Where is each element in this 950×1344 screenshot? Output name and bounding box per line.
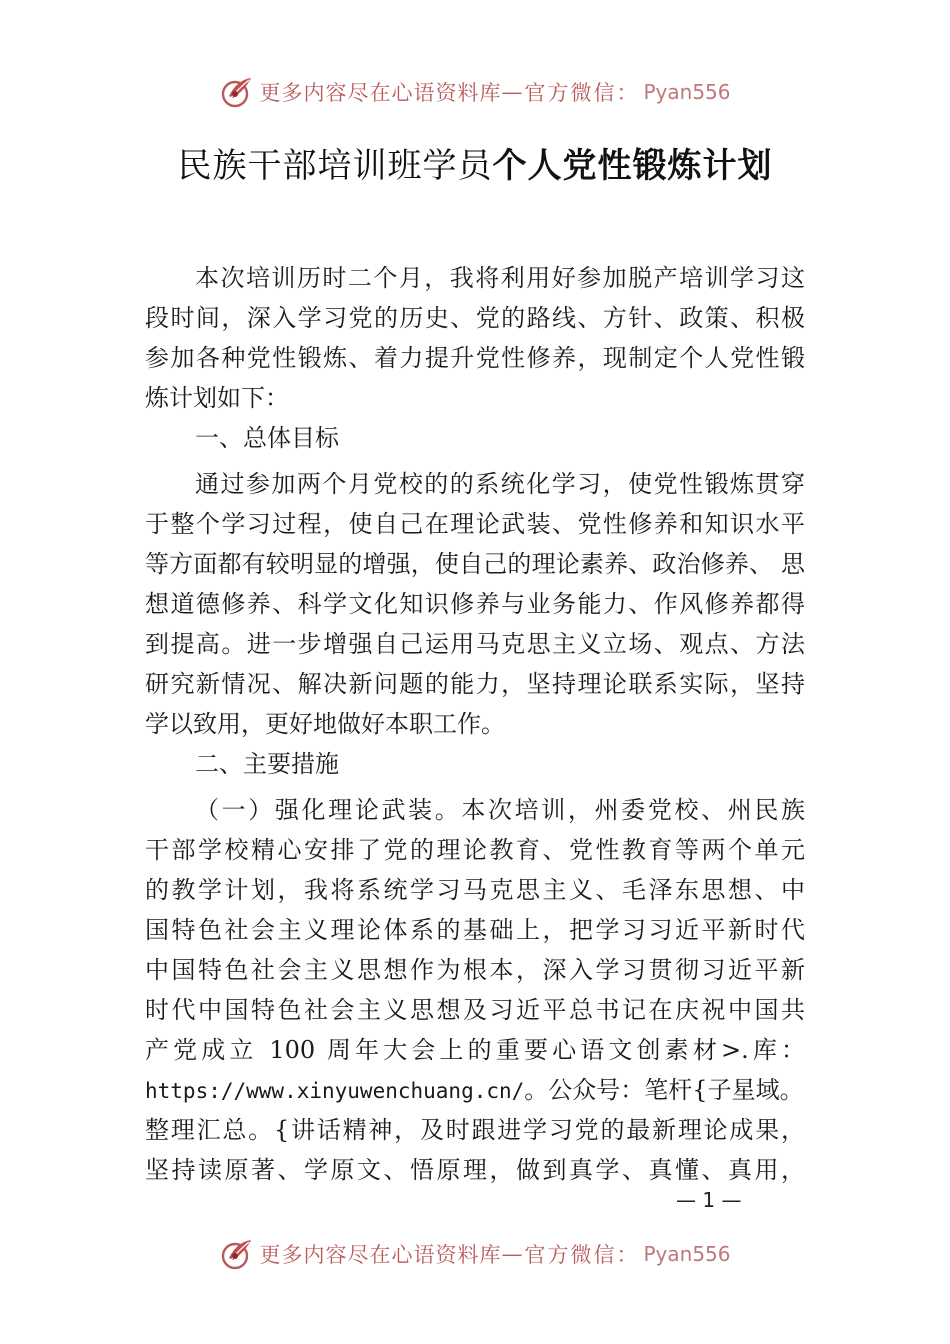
leaf-logo-icon [219,1236,255,1272]
goal-line: 想道德修养、科学文化知识修养与业务能力、作风修养都得 [145,590,805,618]
goal-line: 学以致用，更好地做好本职工作。 [145,710,505,738]
page-number: — 1 — [676,1188,742,1212]
measures-line: 整理汇总。{讲话精神，及时跟进学习党的最新理论成果， [145,1116,805,1144]
goal-line: 于整个学习过程，使自己在理论武装、党性修养和知识水平 [145,510,805,538]
measures-line: 产党成立 100 周年大会上的重要心语文创素材>.库： [145,1036,805,1064]
banner-text: 更多内容尽在心语资料库 [259,1243,502,1267]
intro-line: 本次培训历时二个月，我将利用好参加脱产培训学习这 [195,264,805,292]
measures-line: 的教学计划，我将系统学习马克思主义、毛泽东思想、中 [145,876,805,904]
measures-line: 中国特色社会主义思想作为根本，深入学习贯彻习近平新 [145,956,805,984]
document-title [0,138,950,187]
intro-line: 参加各种党性锻炼、着力提升党性修养，现制定个人党性锻 [145,344,805,372]
measures-line: 干部学校精心安排了党的理论教育、党性教育等两个单元 [145,836,805,864]
measures-line: （一）强化理论武装。本次培训，州委党校、州民族 [195,796,805,824]
measures-line: 坚持读原著、学原文、悟原理，做到真学、真懂、真用， [145,1156,805,1184]
document-body [145,258,805,1190]
goal-line: 通过参加两个月党校的的系统化学习，使党性锻炼贯穿 [195,470,805,498]
url-suffix: 。公众号：笔杆{子星域。 [524,1076,804,1104]
banner-wechat-id: Pyan556 [643,1242,731,1266]
leaf-logo-icon [219,74,255,110]
banner-wechat-label: 官方微信： [524,1243,640,1267]
goal-line: 研究新情况、解决新问题的能力，坚持理论联系实际，坚持 [145,670,805,698]
source-url[interactable]: https://www.xinyuwenchuang.cn/ [145,1079,525,1103]
watermark-banner-top [0,72,950,112]
banner-separator: — [501,1242,523,1266]
banner-text: 更多内容尽在心语资料库 [259,81,502,105]
url-line [145,1070,805,1110]
intro-line: 炼计划如下： [145,384,289,412]
title-part1: 民族干部培训班学员 [177,146,493,186]
intro-line: 段时间，深入学习党的历史、党的路线、方针、政策、积极 [145,304,805,332]
goal-line: 等方面都有较明显的增强，使自己的理论素养、政治修养、 思 [145,550,805,578]
banner-wechat-id: Pyan556 [643,80,731,104]
goal-line: 到提高。进一步增强自己运用马克思主义立场、观点、方法 [145,630,805,658]
banner-wechat-label: 官方微信： [524,81,640,105]
title-part2: 个人党性锻炼计划 [492,146,773,186]
section-heading-goal: 一、总体目标 [195,424,339,452]
measures-line: 时代中国特色社会主义思想及习近平总书记在庆祝中国共 [145,996,805,1024]
measures-line: 国特色社会主义理论体系的基础上，把学习习近平新时代 [145,916,805,944]
banner-separator: — [501,80,523,104]
watermark-banner-bottom [0,1234,950,1274]
section-heading-measures: 二、主要措施 [195,750,339,778]
